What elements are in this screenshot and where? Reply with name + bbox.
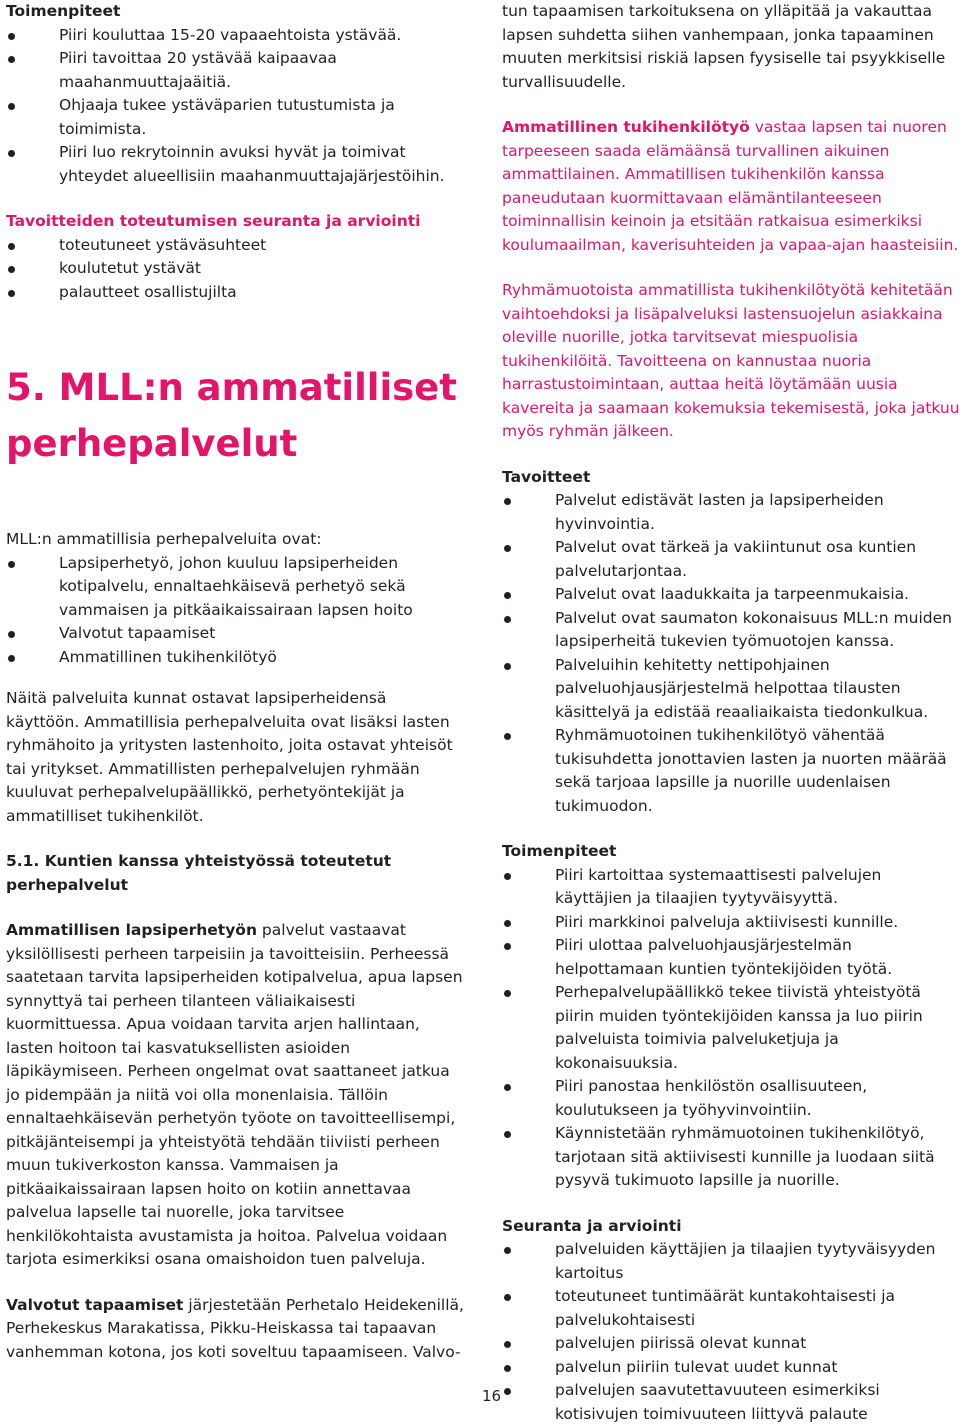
list-item: Piiri tavoittaa 20 ystävää kaipaavaa maahanmuuttajaäitiä. — [6, 47, 464, 94]
bullet-icon — [504, 1084, 511, 1091]
bullet-icon — [504, 1131, 511, 1138]
seuranta-heading: Tavoitteiden toteutumisen seuranta ja arviointi — [6, 212, 421, 230]
lapsiperhetyo-paragraph: Ammatillisen lapsiperhetyön palvelut vastaavat yksilöllisesti perheen tarpeisiin ja tavoitteisiin. Perheessä saatetaan tarvita lapsiperheiden kotipalvelua, apua lapsen synnyttyä tai perheen tilanteen väliaikaisesti kuormittuessa. Apua voidaan tarvita arjen hallintaan, lasten hoitoon tai kasvatuksellisten asioiden läpikäymiseen. Perheen ongelmat ovat saattaneet jatkua jo pidempään ja niitä voi olla monenlaisia. Tällöin ennaltaehkäisevän perhetyön työote on tavoitteellisempi, pitkäjänteisempi ja yhteistyötä tehdään tiiviisti perheen muun tukiverkoston kanssa. Vammaisen ja pitkäaikaissairaan lapsen hoito on kotiin annettavaa palvelua lapselle tai nuorelle, joka tarvitsee henkilökohtaista avustamista ja hoitoa. Palvelua voidaan tarjota esimerkiksi osana omaishoidon tuen palveluja. — [6, 921, 463, 1268]
bullet-icon — [8, 655, 15, 662]
list-item: Piiri panostaa henkilöstön osallisuuteen, koulutukseen ja työhyvinvointiin. — [502, 1075, 960, 1122]
list-item: Palvelut edistävät lasten ja lapsiperheiden hyvinvointia. — [502, 489, 960, 536]
toimenpiteet-heading: Toimenpiteet — [6, 2, 121, 20]
chapter-title-line-2: perhepalvelut — [6, 422, 298, 465]
bullet-icon — [504, 616, 511, 623]
list-item: Ryhmämuotoinen tukihenkilötyö vähentää tukisuhdetta jonottavien lasten ja nuorten määrää sekä tarjoaa lapsille ja nuorille uudenlaisen tukimuodon. — [502, 724, 960, 818]
bullet-icon — [504, 873, 511, 880]
bullet-icon — [504, 545, 511, 552]
list-item: Perhepalvelupäällikkö tekee tiivistä yhteistyötä piirin muiden työntekijöiden kanssa ja luo piirin palveluista toimivia palveluketjuja ja kokonaisuuksia. — [502, 981, 960, 1075]
section-heading: 5.1. Kuntien kanssa yhteistyössä toteutetut perhepalvelut — [6, 852, 392, 894]
page-number: 16 — [482, 1387, 502, 1405]
list-item: Piiri luo rekrytoinnin avuksi hyvät ja toimivat yhteydet alueellisiin maahanmuuttajajärjestöihin. — [6, 141, 464, 188]
list-item: palvelujen piirissä olevat kunnat — [502, 1332, 960, 1356]
tukihenkilotyo-lead: Ammatillinen tukihenkilötyö — [502, 118, 750, 136]
tavoitteet-heading: Tavoitteet — [502, 467, 591, 486]
left-column — [6, 0, 464, 1364]
services-intro: MLL:n ammatillisia perhepalveluita ovat: — [6, 530, 322, 548]
list-item: Piiri kouluttaa 15-20 vapaaehtoista ystävää. — [6, 24, 464, 48]
bullet-icon — [504, 498, 511, 505]
seuranta-heading: Seuranta ja arviointi — [502, 1216, 682, 1235]
list-item: Palvelut ovat tärkeä ja vakiintunut osa kuntien palvelutarjontaa. — [502, 536, 960, 583]
list-item: Ammatillinen tukihenkilötyö — [6, 646, 464, 670]
toimenpiteet-heading: Toimenpiteet — [502, 842, 617, 860]
bullet-icon — [8, 103, 15, 110]
bullet-icon — [8, 631, 15, 638]
toimenpiteet-list — [6, 24, 464, 189]
list-item: toteutuneet tuntimäärät kuntakohtaisesti ja palvelukohtaisesti — [502, 1285, 960, 1332]
bullet-icon — [8, 266, 15, 273]
bullet-icon — [504, 990, 511, 997]
tukihenkilotyo-paragraph: Ammatillinen tukihenkilötyö vastaa lapsen tai nuoren tarpeeseen saada elämäänsä turvallinen aikuinen ammattilainen. Ammatillisen tukihenkilön kanssa paneudutaan kuormittavaan elämäntilanteeseen toiminnallisin keinoin ja etsitään ratkaisua esimerkiksi koulumaailman, kaverisuhteiden ja vapaa-ajan haasteisiin. — [502, 118, 959, 254]
bullet-icon — [8, 150, 15, 157]
list-item: Piiri ulottaa palveluohjausjärjestelmän helpottamaan kuntien työntekijöiden työtä. — [502, 934, 960, 981]
continued-paragraph: tun tapaamisen tarkoituksena on ylläpitää ja vakauttaa lapsen suhdetta siihen vanhempaan, jonka tapaaminen muuten merkitsisi riskiä lapsen fyysiselle tai psyykkiselle turvallisuudelle. — [502, 2, 946, 91]
list-item: Piiri markkinoi palveluja aktiivisesti kunnille. — [502, 911, 960, 935]
bullet-icon — [8, 56, 15, 63]
list-item: toteutuneet ystäväsuhteet — [6, 234, 464, 258]
list-item: Ohjaaja tukee ystäväparien tutustumista ja toimimista. — [6, 94, 464, 141]
toimenpiteet-list — [502, 864, 960, 1193]
list-item: Valvotut tapaamiset — [6, 622, 464, 646]
bullet-icon — [504, 1365, 511, 1372]
lapsiperhetyo-lead: Ammatillisen lapsiperhetyön — [6, 921, 257, 939]
bullet-icon — [504, 592, 511, 599]
bullet-icon — [504, 1388, 511, 1395]
bullet-icon — [8, 561, 15, 568]
bullet-icon — [8, 290, 15, 297]
ryhmamuotoinen-paragraph: Ryhmämuotoista ammatillista tukihenkilötyötä kehitetään vaihtoehdoksi ja lisäpalveluksi lastensuojelun asiakkaina oleville nuorille, jotka tarvitsevat miespuolisia tukihenkilöitä. Tavoitteena on kannustaa nuoria harrastustoimintaan, auttaa heitä löytämään uusia kavereita ja saamaan kokemuksia tekemisestä, joka jatkuu myös ryhmän jälkeen. — [502, 281, 960, 440]
body-paragraph: Näitä palveluita kunnat ostavat lapsiperheidensä käyttöön. Ammatillisia perhepalveluita ovat lisäksi lasten ryhmähoito ja yritysten lastenhoito, joita ostavat yhteisöt tai yritykset. Ammatillisten perhepalvelujen ryhmään kuuluvat perhepalvelupäällikkö, perhetyöntekijät ja ammatilliset tukihenkilöt. — [6, 689, 453, 825]
list-item: palautteet osallistujilta — [6, 281, 464, 305]
tavoitteet-list — [502, 489, 960, 818]
list-item: palvelun piiriin tulevat uudet kunnat — [502, 1356, 960, 1380]
list-item: Käynnistetään ryhmämuotoinen tukihenkilötyö, tarjotaan sitä aktiivisesti kunnille ja luodaan siitä pysyvä tukimuoto lapsille ja nuorille. — [502, 1122, 960, 1193]
seuranta-list — [502, 1238, 960, 1426]
bullet-icon — [504, 1294, 511, 1301]
valvotut-lead: Valvotut tapaamiset — [6, 1295, 184, 1314]
list-item: Piiri kartoittaa systemaattisesti palvelujen käyttäjien ja tilaajien tyytyväisyyttä. — [502, 864, 960, 911]
bullet-icon — [504, 920, 511, 927]
bullet-icon — [504, 1247, 511, 1254]
list-item: Palvelut ovat laadukkaita ja tarpeenmukaisia. — [502, 583, 960, 607]
bullet-icon — [8, 33, 15, 40]
seuranta-list — [6, 234, 464, 305]
bullet-icon — [504, 663, 511, 670]
bullet-icon — [504, 943, 511, 950]
valvotut-paragraph: Valvotut tapaamiset järjestetään Perhetalo Heidekenillä, Perhekeskus Marakatissa, Pikku-Heiskassa tai tapaavan vanhemman kotona, jos koti soveltuu tapaamiseen. Valvo- — [6, 1295, 464, 1361]
list-item: Lapsiperhetyö, johon kuuluu lapsiperheiden kotipalvelu, ennaltaehkäisevä perhetyö sekä vammaisen ja pitkäaikaissairaan lapsen hoito — [6, 552, 464, 623]
list-item: koulutetut ystävät — [6, 257, 464, 281]
list-item: Palveluihin kehitetty nettipohjainen palveluohjausjärjestelmä helpottaa tilausten käsittelyä ja edistää reaaliaikaista tiedonkulkua. — [502, 654, 960, 725]
right-column — [502, 0, 960, 1426]
list-item: palveluiden käyttäjien ja tilaajien tyytyväisyyden kartoitus — [502, 1238, 960, 1285]
bullet-icon — [504, 1341, 511, 1348]
chapter-title-line-1: 5. MLL:n ammatilliset — [6, 366, 457, 409]
list-item: Palvelut ovat saumaton kokonaisuus MLL:n muiden lapsiperheitä tukevien työmuotojen kanssa. — [502, 607, 960, 654]
list-item: palvelujen saavutettavuuteen esimerkiksi kotisivujen toimivuuteen liittyvä palaute — [502, 1379, 960, 1426]
bullet-icon — [504, 733, 511, 740]
bullet-icon — [8, 243, 15, 250]
services-list — [6, 552, 464, 670]
